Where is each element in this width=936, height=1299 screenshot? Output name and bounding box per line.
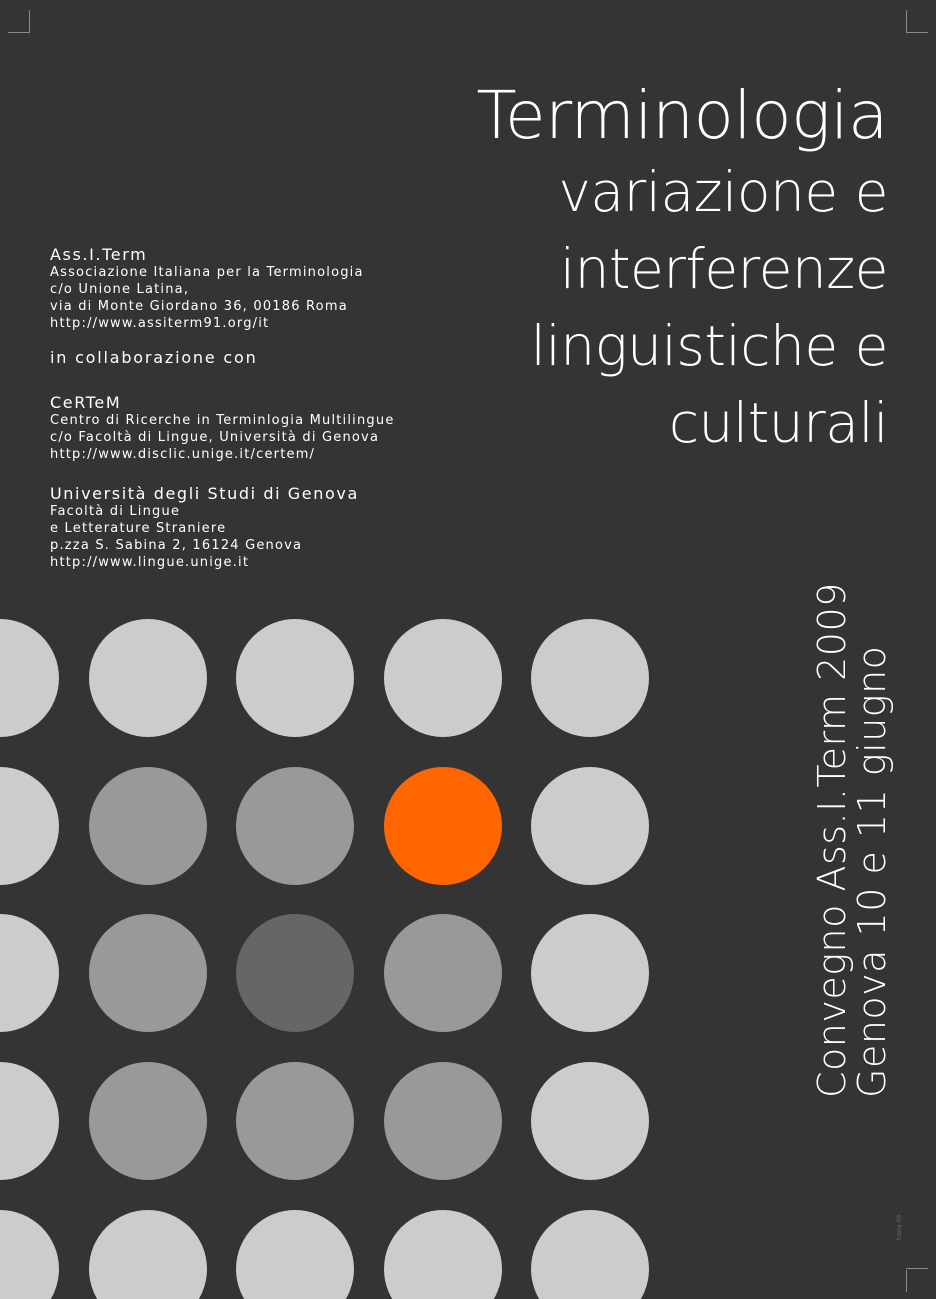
title-line-1: variazione e bbox=[558, 160, 888, 224]
organization-line: Facoltà di Lingue bbox=[50, 504, 181, 519]
accent-dot bbox=[384, 767, 502, 885]
gray-dot bbox=[89, 619, 207, 737]
gray-dot bbox=[531, 1210, 649, 1299]
organization-line: c/o Unione Latina, bbox=[50, 282, 190, 297]
title-line-4: culturali bbox=[668, 391, 888, 455]
crop-mark-bottom-left-h bbox=[8, 1268, 30, 1269]
gray-dot bbox=[384, 1062, 502, 1180]
organization-name: Ass.I.Term bbox=[50, 245, 148, 264]
organization-line: c/o Facoltà di Lingue, Università di Genova bbox=[50, 430, 380, 445]
organizations-info bbox=[50, 246, 470, 593]
gray-dot bbox=[236, 914, 354, 1032]
crop-mark-bottom-left bbox=[29, 1270, 30, 1292]
gray-dot bbox=[0, 619, 59, 737]
gray-dot bbox=[236, 767, 354, 885]
gray-dot bbox=[236, 1210, 354, 1299]
organization-line: Centro di Ricerche in Terminlogia Multilingue bbox=[50, 413, 395, 428]
gray-dot bbox=[236, 619, 354, 737]
gray-dot bbox=[384, 914, 502, 1032]
title-block bbox=[476, 78, 888, 462]
gray-dot bbox=[384, 1210, 502, 1299]
gray-dot bbox=[0, 1062, 59, 1180]
event-info bbox=[810, 582, 894, 1098]
organization-line: p.zza S. Sabina 2, 16124 Genova bbox=[50, 538, 303, 553]
gray-dot bbox=[384, 619, 502, 737]
gray-dot bbox=[531, 914, 649, 1032]
title-line-3: linguistiche e bbox=[530, 314, 888, 378]
organization-certem bbox=[50, 394, 470, 463]
organization-url[interactable]: http://www.lingue.unige.it bbox=[50, 555, 250, 570]
organization-line: via di Monte Giordano 36, 00186 Roma bbox=[50, 299, 348, 314]
organization-name: Università degli Studi di Genova bbox=[50, 484, 359, 503]
crop-mark-bottom-right bbox=[906, 1270, 907, 1292]
crop-mark-top-left bbox=[29, 10, 30, 32]
organization-line: Associazione Italiana per la Terminologia bbox=[50, 265, 364, 280]
organization-url[interactable]: http://www.assiterm91.org/it bbox=[50, 316, 270, 331]
gray-dot bbox=[531, 619, 649, 737]
event-line-1: Convegno Ass.I.Term 2009 bbox=[810, 582, 854, 1098]
organization-name: CeRTeM bbox=[50, 393, 122, 412]
title-line-2: interferenze bbox=[559, 237, 888, 301]
credit-text: toma 09 bbox=[896, 1214, 903, 1240]
event-line-2: Genova 10 e 11 giugno bbox=[850, 645, 894, 1098]
collaboration-text: in collaborazione con bbox=[50, 348, 258, 367]
gray-dot bbox=[0, 767, 59, 885]
crop-mark-top-left-h bbox=[8, 32, 30, 33]
gray-dot bbox=[89, 1062, 207, 1180]
title-main: Terminologia bbox=[476, 77, 888, 154]
crop-mark-bottom-right-h bbox=[906, 1268, 928, 1269]
crop-mark-top-right bbox=[906, 10, 907, 32]
organization-line: e Letterature Straniere bbox=[50, 521, 227, 536]
organization-url[interactable]: http://www.disclic.unige.it/certem/ bbox=[50, 447, 316, 462]
organization-assiterm bbox=[50, 246, 470, 332]
gray-dot bbox=[531, 1062, 649, 1180]
gray-dot bbox=[236, 1062, 354, 1180]
crop-mark-top-right-h bbox=[906, 32, 928, 33]
organization-unige bbox=[50, 485, 470, 571]
gray-dot bbox=[89, 767, 207, 885]
gray-dot bbox=[89, 914, 207, 1032]
gray-dot bbox=[89, 1210, 207, 1299]
gray-dot bbox=[531, 767, 649, 885]
gray-dot bbox=[0, 914, 59, 1032]
